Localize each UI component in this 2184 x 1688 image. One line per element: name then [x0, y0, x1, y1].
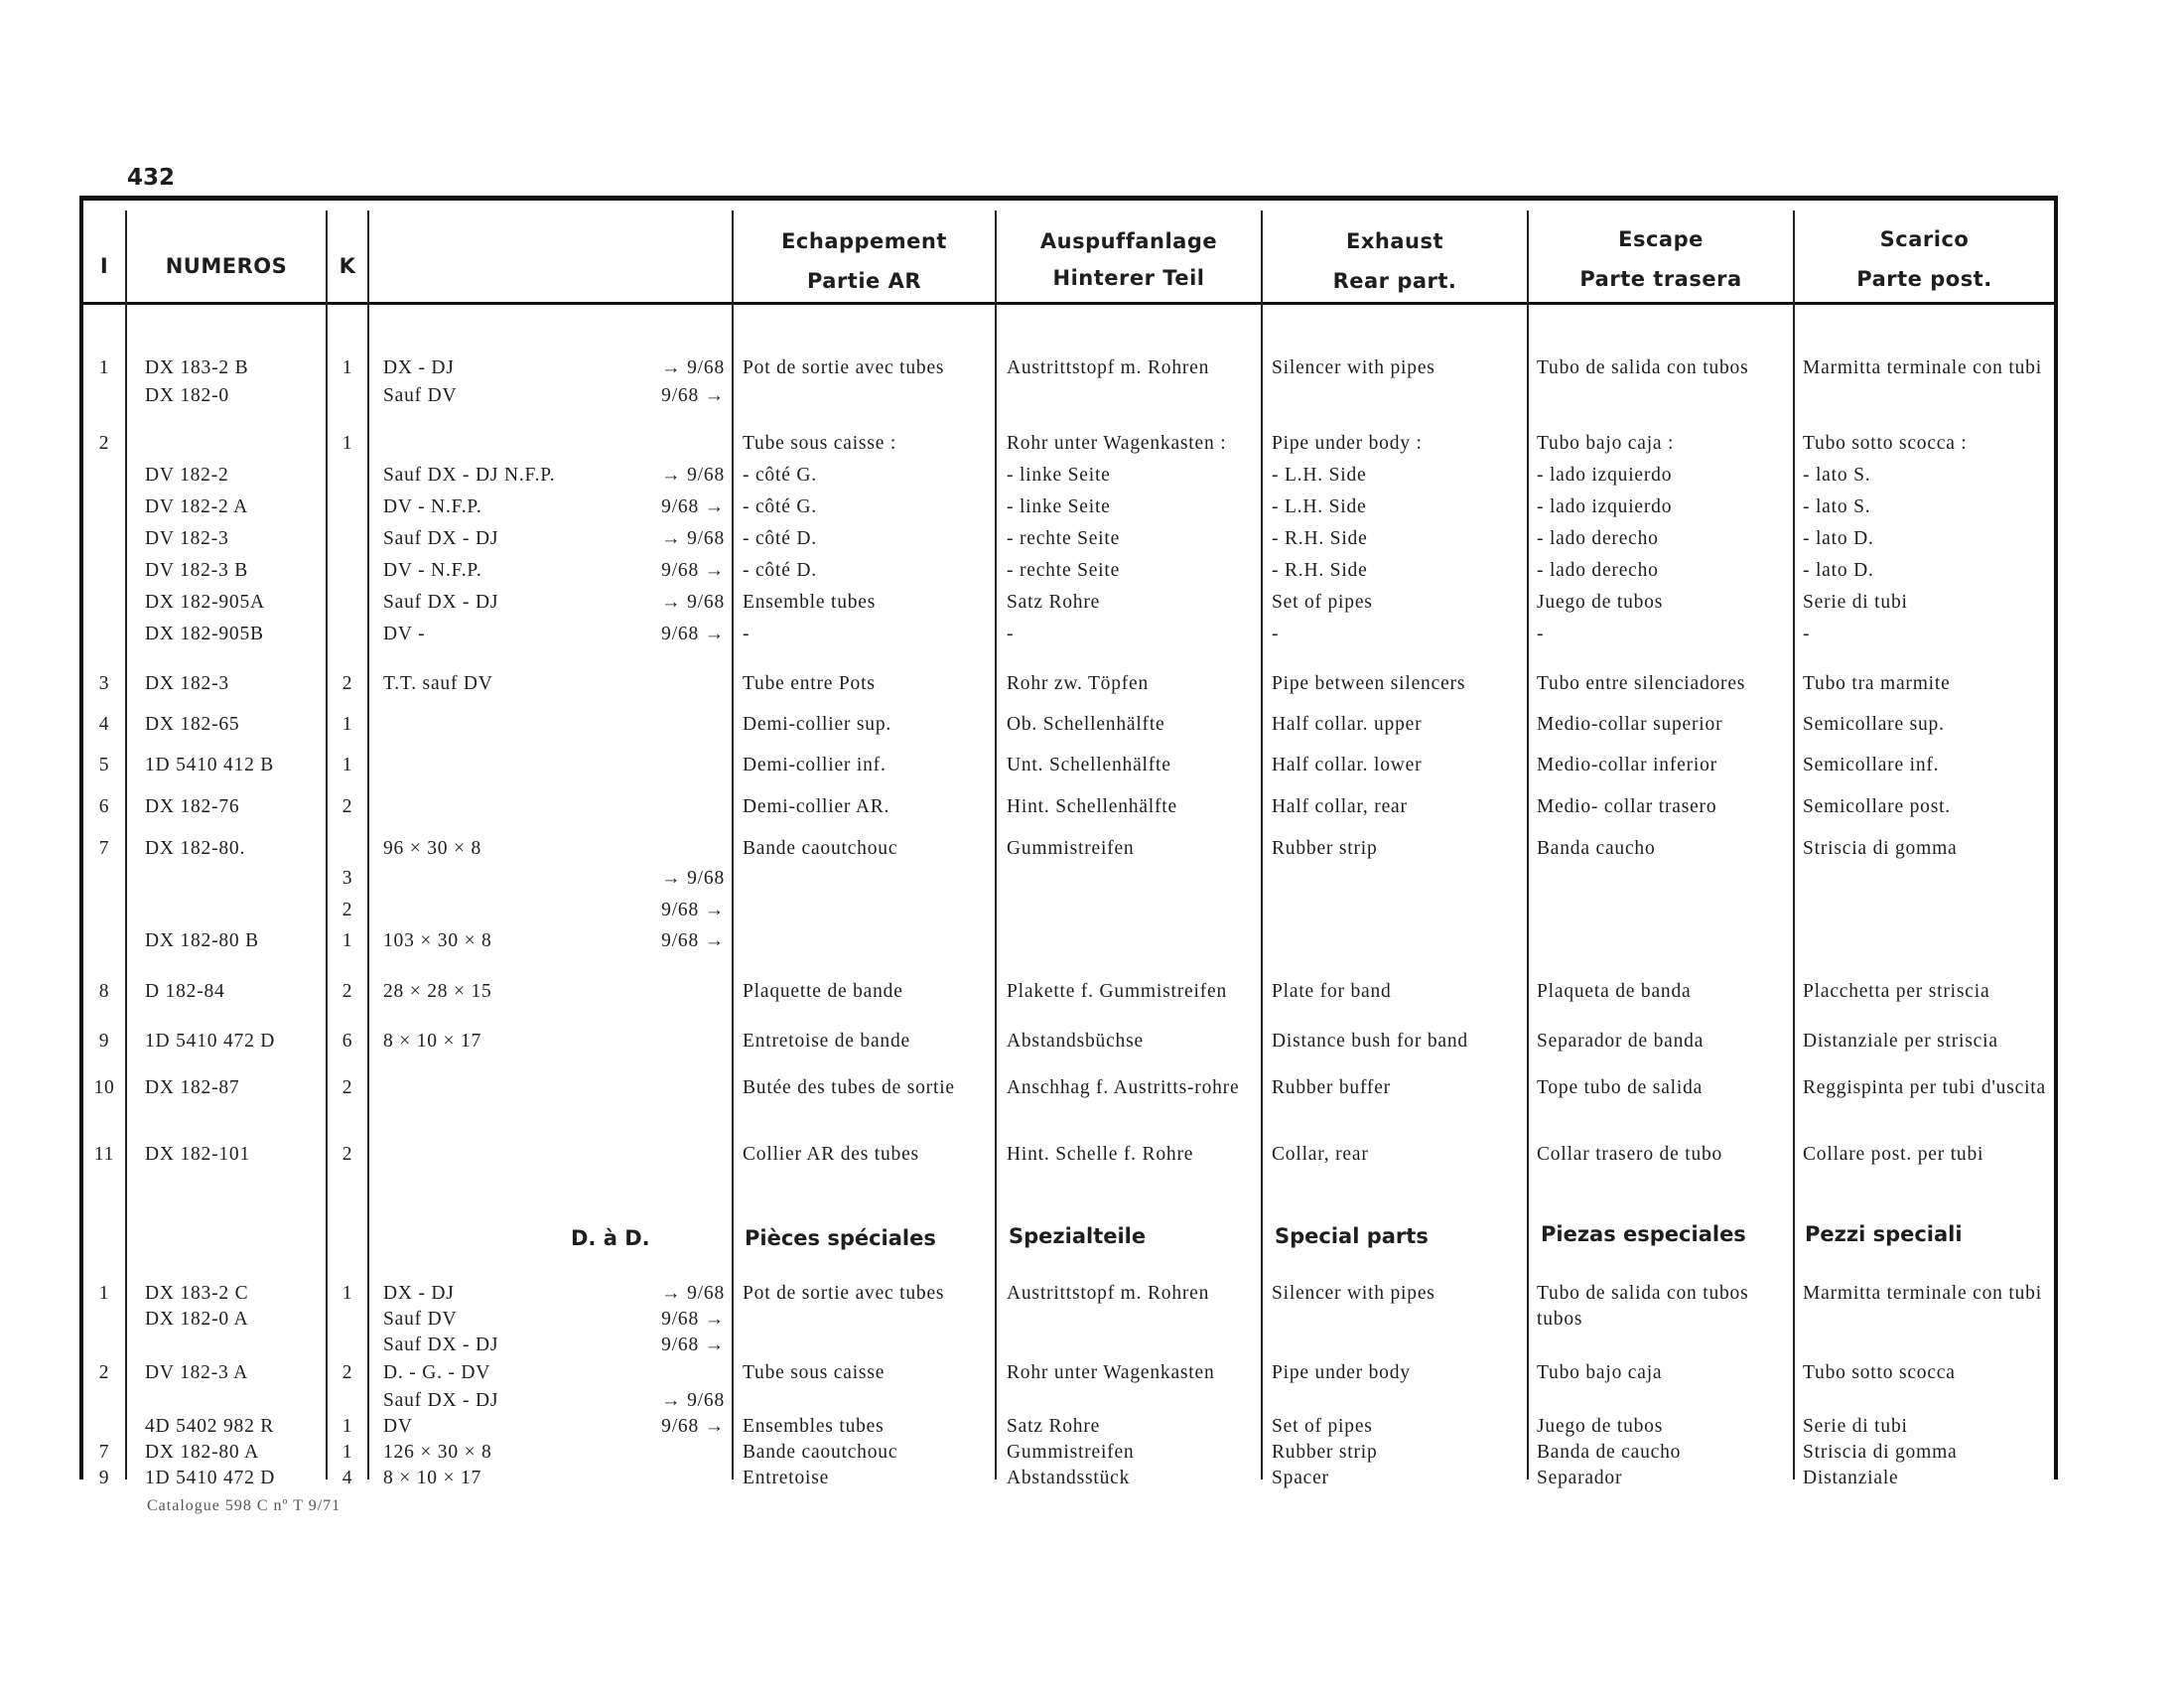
cell-it: - lato D.	[1803, 560, 1874, 581]
table-frame-right	[2054, 196, 2058, 1479]
cell-i: 2	[98, 1362, 110, 1383]
cell-i: 6	[98, 796, 110, 817]
cell-k: 4	[341, 1468, 353, 1488]
cell-num: DX 182-87	[145, 1077, 240, 1098]
cell-i: 1	[98, 357, 110, 378]
cell-fr: Collier AR des tubes	[743, 1144, 919, 1165]
cell-k: 1	[341, 1416, 353, 1437]
cell-fr: - côté D.	[743, 528, 817, 549]
cell-num: DV 182-2 A	[145, 496, 249, 517]
cell-de: Hint. Schelle f. Rohre	[1007, 1144, 1194, 1165]
cell-i: 1	[98, 1283, 110, 1304]
header-it-line1: Scarico	[1879, 227, 1970, 251]
cell-k: 1	[341, 930, 353, 951]
cell-date: 9/68 →	[661, 1335, 725, 1355]
cell-i: 8	[98, 981, 110, 1002]
cell-fr: Entretoise	[743, 1468, 830, 1488]
cell-app: Sauf DX - DJ	[383, 528, 499, 549]
cell-it: - lato S.	[1803, 496, 1871, 517]
header-numeros: NUMEROS	[165, 254, 288, 278]
cell-es: Separador	[1537, 1468, 1623, 1488]
cell-app: D. - G. - DV	[383, 1362, 491, 1383]
header-en-line2: Rear part.	[1332, 269, 1457, 293]
cell-de: Abstandsbüchse	[1007, 1031, 1144, 1052]
column-divider	[1793, 211, 1795, 1479]
cell-it: Tubo tra marmite	[1803, 673, 1951, 694]
cell-de: Hint. Schellenhälfte	[1007, 796, 1177, 817]
cell-it: Tubo sotto scocca :	[1803, 433, 1968, 454]
column-divider	[732, 211, 734, 1479]
cell-k: 2	[341, 796, 353, 817]
cell-i: 9	[98, 1468, 110, 1488]
cell-de: Unt. Schellenhälfte	[1007, 755, 1171, 775]
table-frame-left	[79, 196, 83, 1479]
cell-de: Gummistreifen	[1007, 1442, 1135, 1463]
cell-es: Medio-collar superior	[1537, 714, 1723, 735]
cell-app: Sauf DX - DJ	[383, 1390, 499, 1411]
cell-it: Serie di tubi	[1803, 592, 1908, 613]
cell-k: 1	[341, 1442, 353, 1463]
cell-num: DV 182-2	[145, 465, 229, 486]
cell-fr: Tube sous caisse :	[743, 433, 897, 454]
cell-num: DX 182-0	[145, 385, 229, 406]
cell-app: 8 × 10 × 17	[383, 1031, 482, 1052]
cell-i: 2	[98, 433, 110, 454]
cell-i: 7	[98, 1442, 110, 1463]
cell-es: Medio- collar trasero	[1537, 796, 1717, 817]
cell-date: → 9/68	[661, 1283, 725, 1304]
cell-it: Placchetta per striscia	[1803, 981, 1990, 1002]
cell-i: 10	[93, 1077, 115, 1098]
cell-de: Abstandsstück	[1007, 1468, 1131, 1488]
cell-es: Medio-collar inferior	[1537, 755, 1717, 775]
cell-k: 2	[341, 1144, 353, 1165]
table-frame-top	[79, 196, 2057, 201]
header-rule	[79, 302, 2057, 305]
cell-app: 28 × 28 × 15	[383, 981, 492, 1002]
cell-de: Rohr unter Wagenkasten :	[1007, 433, 1227, 454]
cell-it: - lato S.	[1803, 465, 1871, 486]
cell-en: Rubber strip	[1272, 838, 1378, 859]
cell-de: Satz Rohre	[1007, 1416, 1101, 1437]
cell-k: 2	[341, 900, 353, 920]
cell-en: Silencer with pipes	[1272, 1283, 1435, 1304]
cell-num: D 182-84	[145, 981, 225, 1002]
cell-app: 126 × 30 × 8	[383, 1442, 492, 1463]
cell-de: - rechte Seite	[1007, 560, 1121, 581]
cell-it: Marmitta terminale con tubi	[1803, 1283, 2042, 1304]
cell-en: Pipe between silencers	[1272, 673, 1466, 694]
cell-de: -	[1007, 624, 1015, 644]
cell-app: DX - DJ	[383, 357, 455, 378]
cell-es: Tubo bajo caja	[1537, 1362, 1663, 1383]
cell-fr: Butée des tubes de sortie	[743, 1077, 955, 1098]
cell-fr: Demi-collier AR.	[743, 796, 890, 817]
cell-es: Separador de banda	[1537, 1031, 1705, 1052]
cell-es: Tope tubo de salida	[1537, 1077, 1704, 1098]
cell-k: 2	[341, 673, 353, 694]
cell-fr: Bande caoutchouc	[743, 838, 898, 859]
cell-k: 1	[341, 357, 353, 378]
cell-de: Austrittstopf m. Rohren	[1007, 357, 1210, 378]
column-divider	[995, 211, 997, 1479]
cell-date: → 9/68	[661, 465, 725, 486]
column-divider	[1261, 211, 1263, 1479]
header-it-line2: Parte post.	[1856, 267, 1992, 291]
cell-k: 3	[341, 868, 353, 889]
cell-en: -	[1272, 624, 1280, 644]
cell-num: DX 182-905A	[145, 592, 265, 613]
cell-it: Striscia di gomma	[1803, 1442, 1958, 1463]
cell-fr: Demi-collier inf.	[743, 755, 887, 775]
cell-en: Pipe under body	[1272, 1362, 1411, 1383]
cell-k: 1	[341, 1283, 353, 1304]
page-number: 432	[127, 165, 176, 191]
special-heading-es: Piezas especiales	[1541, 1222, 1746, 1246]
cell-num: DX 182-80.	[145, 838, 246, 859]
cell-de: Gummistreifen	[1007, 838, 1135, 859]
cell-k: 2	[341, 1362, 353, 1383]
cell-app: T.T. sauf DV	[383, 673, 493, 694]
cell-k: 2	[341, 1077, 353, 1098]
cell-num: DX 182-905B	[145, 624, 264, 644]
cell-app: Sauf DX - DJ	[383, 592, 499, 613]
cell-en: - L.H. Side	[1272, 496, 1367, 517]
column-divider	[1527, 211, 1529, 1479]
cell-de: Rohr unter Wagenkasten	[1007, 1362, 1215, 1383]
cell-num: DX 182-65	[145, 714, 240, 735]
cell-date: 9/68 →	[661, 560, 725, 581]
header-de-line2: Hinterer Teil	[1052, 266, 1205, 290]
cell-de: Rohr zw. Töpfen	[1007, 673, 1150, 694]
cell-app: DV	[383, 1416, 413, 1437]
cell-date: 9/68 →	[661, 1309, 725, 1330]
cell-app: Sauf DX - DJ N.F.P.	[383, 465, 556, 486]
cell-fr: Ensembles tubes	[743, 1416, 885, 1437]
special-heading-it: Pezzi speciali	[1805, 1222, 1963, 1246]
cell-num: DX 182-76	[145, 796, 240, 817]
cell-k: 2	[341, 981, 353, 1002]
cell-es: Tubo bajo caja :	[1537, 433, 1675, 454]
cell-es: Juego de tubos	[1537, 1416, 1664, 1437]
cell-fr: Pot de sortie avec tubes	[743, 1283, 945, 1304]
cell-app: Sauf DV	[383, 1309, 458, 1330]
cell-it: - lato D.	[1803, 528, 1874, 549]
special-heading-en: Special parts	[1275, 1224, 1429, 1248]
column-divider	[125, 211, 127, 1479]
cell-num: 1D 5410 412 B	[145, 755, 275, 775]
special-heading-de: Spezialteile	[1009, 1224, 1147, 1248]
cell-es: - lado izquierdo	[1537, 496, 1673, 517]
cell-i: 11	[93, 1144, 115, 1165]
cell-de: - linke Seite	[1007, 496, 1111, 517]
cell-date: → 9/68	[661, 357, 725, 378]
cell-en: Half collar. upper	[1272, 714, 1423, 735]
cell-es: - lado izquierdo	[1537, 465, 1673, 486]
cell-es: -	[1537, 624, 1545, 644]
cell-fr: -	[743, 624, 751, 644]
cell-de: - linke Seite	[1007, 465, 1111, 486]
cell-fr: - côté G.	[743, 465, 817, 486]
cell-it: Semicollare inf.	[1803, 755, 1940, 775]
cell-num: 1D 5410 472 D	[145, 1031, 276, 1052]
cell-num: DV 182-3 B	[145, 560, 249, 581]
cell-en: - R.H. Side	[1272, 560, 1368, 581]
cell-app: 103 × 30 × 8	[383, 930, 492, 951]
cell-i: 7	[98, 838, 110, 859]
cell-fr: Tube sous caisse	[743, 1362, 886, 1383]
cell-en: Set of pipes	[1272, 1416, 1373, 1437]
cell-it: Serie di tubi	[1803, 1416, 1908, 1437]
column-divider	[367, 211, 369, 1479]
cell-date: 9/68 →	[661, 624, 725, 644]
cell-de: - rechte Seite	[1007, 528, 1121, 549]
cell-i: 4	[98, 714, 110, 735]
cell-es: Plaqueta de banda	[1537, 981, 1692, 1002]
cell-es: Juego de tubos	[1537, 592, 1664, 613]
header-es-line1: Escape	[1618, 227, 1704, 251]
cell-fr: Entretoise de bande	[743, 1031, 910, 1052]
catalogue-footer: Catalogue 598 C nº T 9/71	[147, 1497, 341, 1514]
cell-date: 9/68 →	[661, 496, 725, 517]
cell-app: 96 × 30 × 8	[383, 838, 482, 859]
cell-date: → 9/68	[661, 592, 725, 613]
cell-num: DX 182-3	[145, 673, 229, 694]
cell-num: DX 183-2 C	[145, 1283, 249, 1304]
cell-num: DX 182-80 B	[145, 930, 259, 951]
cell-num: 4D 5402 982 R	[145, 1416, 275, 1437]
cell-en: - R.H. Side	[1272, 528, 1368, 549]
cell-fr: Demi-collier sup.	[743, 714, 892, 735]
cell-es: Tubo de salida con tubos tubos	[1537, 1283, 1749, 1330]
cell-app: Sauf DX - DJ	[383, 1335, 499, 1355]
header-fr-line2: Partie AR	[806, 269, 922, 293]
cell-es: Tubo entre silenciadores	[1537, 673, 1746, 694]
special-label: D. à D.	[571, 1226, 650, 1250]
cell-i: 3	[98, 673, 110, 694]
cell-it: Reggispinta per tubi d'uscita	[1803, 1077, 2046, 1098]
cell-num: DX 182-101	[145, 1144, 251, 1165]
cell-de: Austrittstopf m. Rohren	[1007, 1283, 1210, 1304]
cell-it: Marmitta terminale con tubi	[1803, 357, 2042, 378]
cell-it: -	[1803, 624, 1811, 644]
cell-app: DV - N.F.P.	[383, 496, 482, 517]
cell-de: Plakette f. Gummistreifen	[1007, 981, 1227, 1002]
cell-fr: Tube entre Pots	[743, 673, 876, 694]
cell-en: Pipe under body :	[1272, 433, 1423, 454]
cell-en: Rubber buffer	[1272, 1077, 1391, 1098]
cell-fr: - côté G.	[743, 496, 817, 517]
cell-es: Banda caucho	[1537, 838, 1656, 859]
cell-en: Set of pipes	[1272, 592, 1373, 613]
cell-en: Spacer	[1272, 1468, 1329, 1488]
cell-date: 9/68 →	[661, 930, 725, 951]
cell-es: Tubo de salida con tubos	[1537, 357, 1749, 378]
cell-es: Collar trasero de tubo	[1537, 1144, 1723, 1165]
cell-en: Collar, rear	[1272, 1144, 1369, 1165]
cell-date: → 9/68	[661, 1390, 725, 1411]
header-en-line1: Exhaust	[1346, 229, 1443, 253]
cell-app: DV -	[383, 624, 426, 644]
cell-en: Half collar. lower	[1272, 755, 1423, 775]
cell-k: 1	[341, 714, 353, 735]
cell-app: DV - N.F.P.	[383, 560, 482, 581]
cell-date: 9/68 →	[661, 900, 725, 920]
cell-fr: Ensemble tubes	[743, 592, 877, 613]
header-k: K	[339, 254, 356, 278]
cell-en: - L.H. Side	[1272, 465, 1367, 486]
cell-k: 6	[341, 1031, 353, 1052]
cell-num: 1D 5410 472 D	[145, 1468, 276, 1488]
cell-fr: Pot de sortie avec tubes	[743, 357, 945, 378]
cell-en: Half collar, rear	[1272, 796, 1408, 817]
cell-k: 1	[341, 755, 353, 775]
cell-en: Rubber strip	[1272, 1442, 1378, 1463]
cell-es: - lado derecho	[1537, 528, 1659, 549]
cell-fr: Plaquette de bande	[743, 981, 903, 1002]
cell-i: 5	[98, 755, 110, 775]
cell-de: Anschhag f. Austritts-rohre	[1007, 1077, 1240, 1098]
cell-date: → 9/68	[661, 528, 725, 549]
cell-es: - lado derecho	[1537, 560, 1659, 581]
cell-de: Ob. Schellenhälfte	[1007, 714, 1165, 735]
cell-it: Distanziale	[1803, 1468, 1899, 1488]
cell-date: → 9/68	[661, 868, 725, 889]
cell-num: DX 182-80 A	[145, 1442, 259, 1463]
cell-es: Banda de caucho	[1537, 1442, 1682, 1463]
cell-it: Collare post. per tubi	[1803, 1144, 1984, 1165]
cell-en: Silencer with pipes	[1272, 357, 1435, 378]
cell-it: Distanziale per striscia	[1803, 1031, 1998, 1052]
cell-num: DV 182-3	[145, 528, 229, 549]
cell-it: Semicollare post.	[1803, 796, 1951, 817]
cell-i: 9	[98, 1031, 110, 1052]
header-fr-line1: Echappement	[781, 229, 947, 253]
cell-fr: Bande caoutchouc	[743, 1442, 898, 1463]
cell-app: DX - DJ	[383, 1283, 455, 1304]
cell-it: Semicollare sup.	[1803, 714, 1945, 735]
cell-num: DV 182-3 A	[145, 1362, 249, 1383]
cell-it: Tubo sotto scocca	[1803, 1362, 1956, 1383]
cell-en: Distance bush for band	[1272, 1031, 1468, 1052]
header-es-line2: Parte trasera	[1579, 267, 1742, 291]
cell-date: 9/68 →	[661, 385, 725, 406]
header-i: I	[99, 254, 109, 278]
header-de-line1: Auspuffanlage	[1039, 229, 1218, 253]
special-heading-fr: Pièces spéciales	[745, 1226, 936, 1250]
cell-k: 1	[341, 433, 353, 454]
cell-app: 8 × 10 × 17	[383, 1468, 482, 1488]
cell-de: Satz Rohre	[1007, 592, 1101, 613]
cell-fr: - côté D.	[743, 560, 817, 581]
cell-date: 9/68 →	[661, 1416, 725, 1437]
cell-it: Striscia di gomma	[1803, 838, 1958, 859]
cell-en: Plate for band	[1272, 981, 1392, 1002]
cell-num: DX 182-0 A	[145, 1309, 249, 1330]
cell-num: DX 183-2 B	[145, 357, 249, 378]
cell-app: Sauf DV	[383, 385, 458, 406]
